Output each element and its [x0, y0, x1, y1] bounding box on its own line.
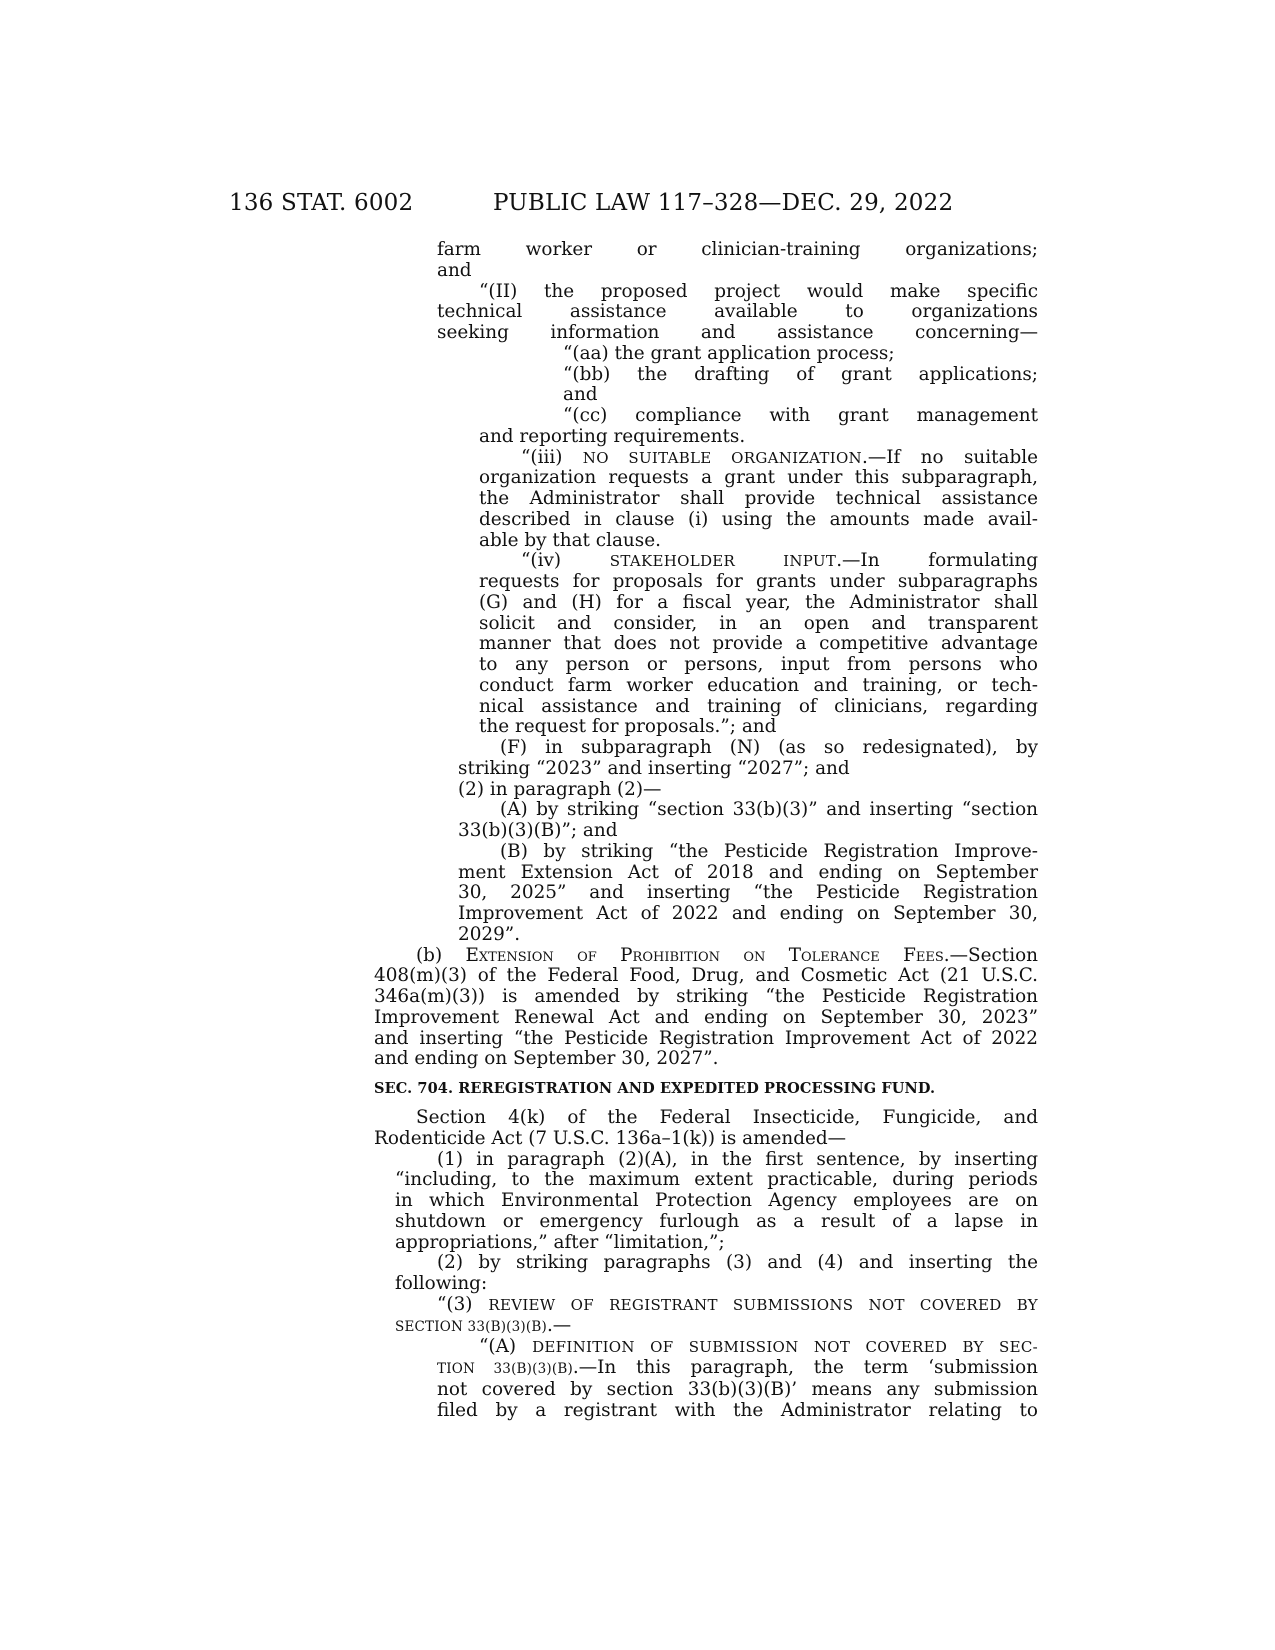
clause-heading: NO SUITABLE ORGANIZATION [582, 448, 862, 467]
text-line: 2029”. [458, 923, 521, 945]
text-line: 346a(m)(3)) is amended by striking “the Pesticide Registration [374, 986, 1038, 1007]
text-line: technical assistance available to organizations [437, 301, 1038, 323]
statute-body [374, 240, 1038, 1421]
paragraph [395, 1150, 1038, 1254]
text-line: filed by a registrant with the Administrator relating to [437, 1399, 1038, 1421]
clause-heading: TION 33(B)(3)(B) [437, 1361, 573, 1377]
paragraph [563, 344, 1038, 365]
clause-text: .—In formulating [836, 550, 1038, 572]
text-line: nical assistance and training of clinicians, regarding [479, 695, 1038, 717]
text-line: “including, to the maximum extent practicable, during periods [395, 1169, 1038, 1191]
section-heading: SEC. 704. REREGISTRATION AND EXPEDITED PROCESSING FUND. [374, 1080, 936, 1097]
text-line: in which Environmental Protection Agency employees are on [395, 1190, 1038, 1211]
clause-prefix: “(3) [437, 1293, 489, 1315]
text-line: (2) by striking paragraphs (3) and (4) and inserting the [437, 1252, 1038, 1274]
text-line: (F) in subparagraph (N) (as so redesignated), by [500, 737, 1038, 758]
paragraph [479, 365, 1038, 407]
clause-heading: REVIEW OF REGISTRANT SUBMISSIONS NOT COVERED BY [488, 1295, 1038, 1314]
clause-heading [465, 945, 943, 966]
clause-prefix: “(iii) [521, 446, 583, 468]
paragraph [437, 240, 1038, 282]
text-line: not covered by section 33(b)(3)(B)’ means any submission [437, 1378, 1038, 1400]
clause-text: .—If no suitable [862, 446, 1038, 468]
text-line: manner that does not provide a competitive advantage [479, 633, 1038, 655]
text-line: following: [395, 1273, 488, 1294]
text-line: seeking information and assistance concerning— [437, 322, 1038, 343]
text-line: (2) in paragraph (2)— [458, 778, 662, 800]
clause-heading: SECTION 33(B)(3)(B) [395, 1318, 547, 1335]
text-line: organization requests a grant under this subparagraph, [479, 467, 1038, 489]
text-line: Improvement Act of 2022 and ending on September 30, [458, 903, 1038, 924]
text-line: to any person or persons, input from persons who [479, 654, 1038, 675]
text-line: (1) in paragraph (2)(A), in the first sentence, by inserting [437, 1148, 1038, 1170]
text-line: “(bb) the drafting of grant applications; [563, 363, 1038, 385]
text-line: “(cc) compliance with grant management [563, 405, 1038, 426]
text-line: ment Extension Act of 2018 and ending on September [458, 861, 1038, 883]
text-line [479, 551, 1038, 572]
text-line: (A) by striking “section 33(b)(3)” and inserting “section [500, 799, 1038, 821]
text-line [479, 448, 1038, 469]
text-line: farm worker or clinician-training organizations; [437, 239, 1038, 260]
text-line: and inserting “the Pesticide Registration Improvement Act of 2022 [374, 1027, 1038, 1049]
text-line [437, 1358, 1038, 1380]
text-line: (B) by striking “the Pesticide Registration Improve- [500, 840, 1038, 862]
text-line: “(II) the proposed project would make specific [479, 280, 1038, 302]
clause-text: .—In this paragraph, the term ‘submission [572, 1357, 1038, 1378]
text-line: the request for proposals.”; and [479, 716, 777, 738]
running-header-law: PUBLIC LAW 117–328—DEC. 29, 2022 [493, 190, 954, 216]
text-line: striking “2023” and inserting “2027”; and [458, 757, 850, 779]
paragraph [479, 551, 1038, 738]
text-line [395, 1316, 1038, 1338]
text-line: described in clause (i) using the amounts made avail- [479, 508, 1038, 530]
text-line: requests for proposals for grants under subparagraphs [479, 571, 1038, 592]
paragraph [479, 448, 1038, 552]
paragraph [458, 780, 1038, 801]
paragraph [437, 1337, 1038, 1421]
text-line [374, 946, 1038, 967]
text-line: conduct farm worker education and training, or tech- [479, 674, 1038, 696]
clause-heading: DEFINITION OF SUBMISSION NOT COVERED BY SEC- [532, 1338, 1038, 1357]
text-line [437, 1337, 1038, 1358]
clause-text: .—Section [943, 944, 1038, 966]
paragraph [437, 282, 1038, 344]
text-line: appropriations,” after “limitation,”; [395, 1231, 725, 1253]
text-line: Improvement Renewal Act and ending on September 30, 2023” [374, 1006, 1038, 1028]
paragraph [395, 1253, 1038, 1295]
text-line: Section 4(k) of the Federal Insecticide, Fungicide, and [416, 1107, 1038, 1128]
text-line: and [437, 259, 472, 281]
text-line: and ending on September 30, 2027”. [374, 1048, 719, 1070]
text-line [395, 1295, 1038, 1316]
text-line: (G) and (H) for a fiscal year, the Administrator shall [479, 591, 1038, 613]
text-line: solicit and consider, in an open and transparent [479, 612, 1038, 634]
clause-prefix: “(A) [479, 1336, 533, 1358]
paragraph [395, 1295, 1038, 1338]
text-line: 30, 2025” and inserting “the Pesticide Registration [458, 882, 1038, 904]
text-line: and reporting requirements. [479, 425, 746, 447]
clause-prefix: “(iv) [521, 550, 610, 572]
text-line: 33(b)(3)(B)”; and [458, 820, 618, 841]
text-line: Rodenticide Act (7 U.S.C. 136a–1(k)) is amended— [374, 1127, 847, 1149]
clause-heading-text: Extension of Prohibition on Tolerance Fees [465, 944, 944, 966]
clause-text: .— [546, 1314, 572, 1336]
text-line: 408(m)(3) of the Federal Food, Drug, and Cosmetic Act (21 U.S.C. [374, 965, 1038, 987]
text-line: shutdown or emergency furlough as a result of a lapse in [395, 1210, 1038, 1232]
text-line: able by that clause. [479, 529, 661, 551]
paragraph [374, 1108, 1038, 1150]
text-line: the Administrator shall provide technical assistance [479, 488, 1038, 509]
text-line: and [563, 384, 598, 406]
clause-prefix: (b) [416, 944, 466, 966]
clause-heading: STAKEHOLDER INPUT [609, 552, 837, 571]
page-stat-number: 136 STAT. 6002 [229, 190, 414, 216]
paragraph [458, 738, 1038, 780]
paragraph [458, 800, 1038, 842]
text-line: “(aa) the grant application process; [563, 342, 895, 364]
paragraph [479, 406, 1038, 448]
paragraph [374, 946, 1038, 1071]
paragraph [458, 842, 1038, 946]
